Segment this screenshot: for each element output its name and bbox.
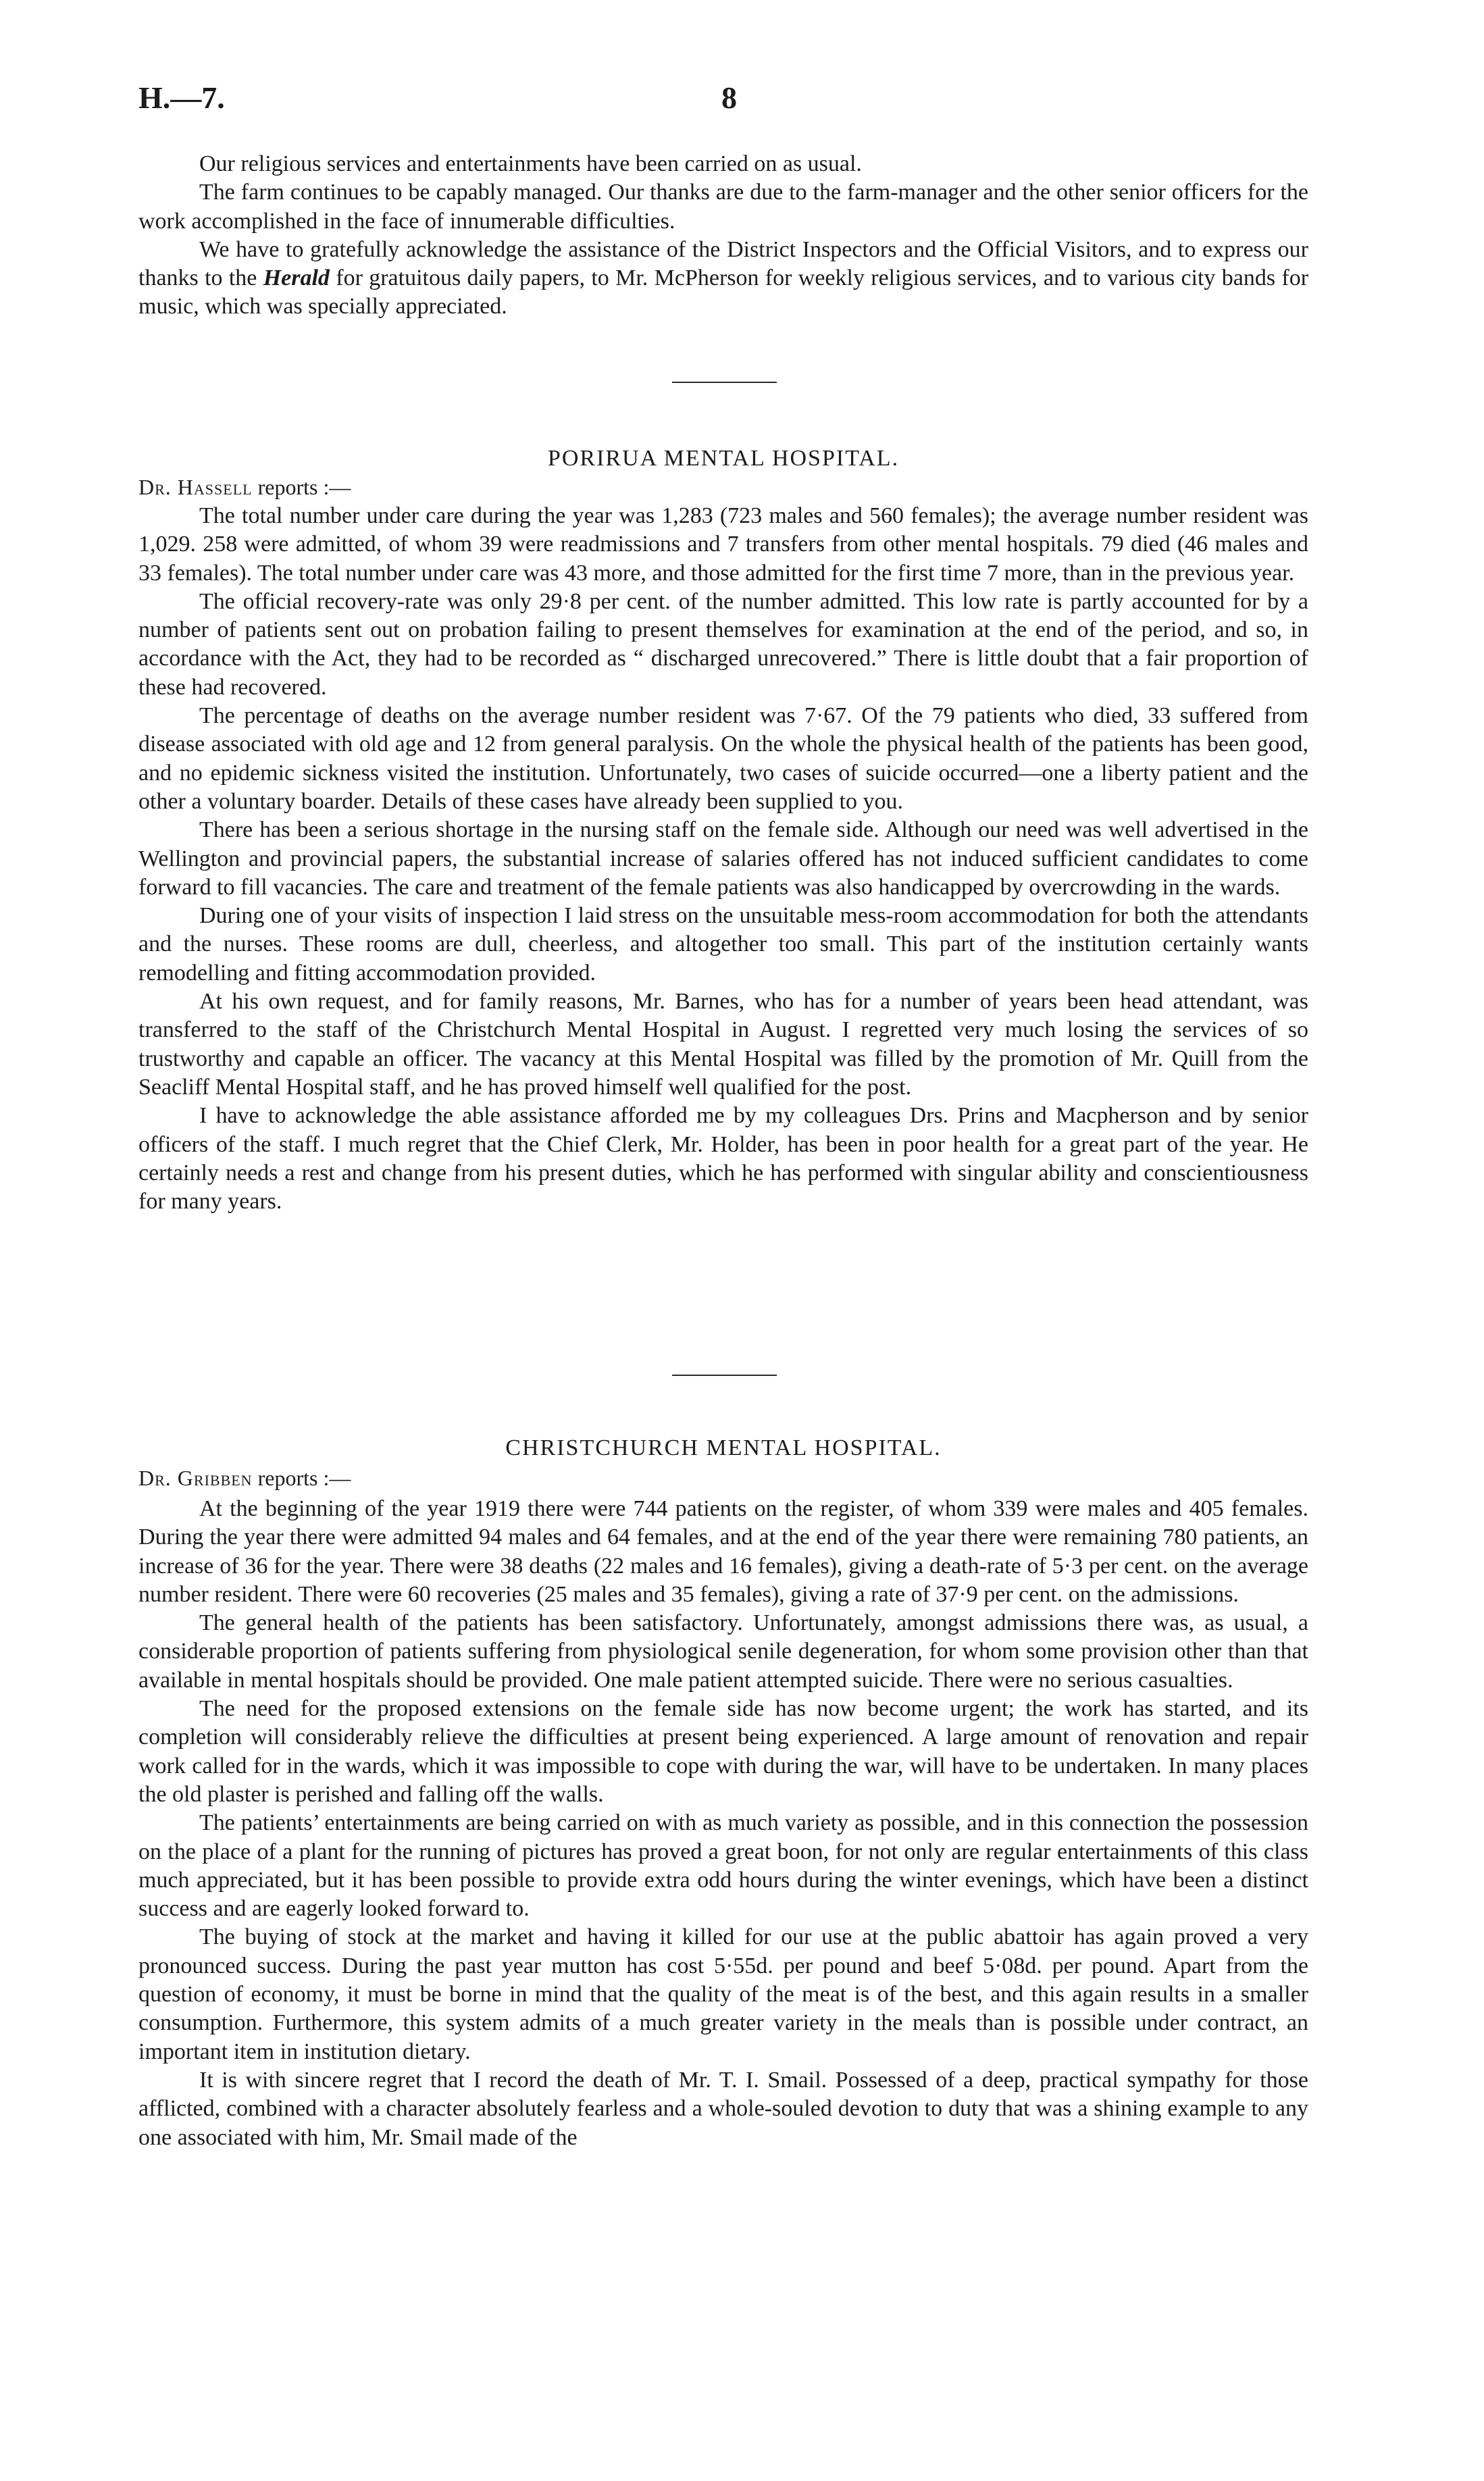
christchurch-paragraph: The general health of the patients has been satisfactory. Unfortunately, amongst admissions there was, as usual, a considerable proportion of patients suffering from physiological senile degeneration, for whom some provision other than that available in mental hospitals should be provided. One male patient attempted suicide. There were no serious casualties.: [138, 1610, 1308, 1693]
intro-paragraph-part: for gratuitous daily papers, to Mr. McPherson for weekly religious services, and to various city bands for music, which was specially appreciated.: [138, 265, 1309, 319]
porirua-paragraph: At his own request, and for family reasons, Mr. Barnes, who has for a number of years been head attendant, was transferred to the staff of the Christchurch Mental Hospital in August. I regretted very much losing the services of so trustworthy and capable an officer. The vacancy at this Mental Hospital was filled by the promotion of Mr. Quill from the Seacliff Mental Hospital staff, and he has proved himself well qualified for the post.: [138, 989, 1308, 1100]
porirua-section-title: PORIRUA MENTAL HOSPITAL.: [547, 446, 900, 471]
porirua-reporter-line: [138, 475, 351, 500]
newspaper-name: Herald: [263, 265, 330, 291]
porirua-reporter: Dr. Hassell: [138, 475, 253, 499]
porirua-paragraph: The total number under care during the year was 1,283 (723 males and 560 females); the average number resident was 1,029. 258 were admitted, of whom 39 were readmissions and 7 transfers from other mental hospitals. 79 died (46 males and 33 females). The total number under care was 43 more, and those admitted for the first time 7 more, than in the previous year.: [138, 503, 1308, 586]
intro-paragraph: Our religious services and entertainments have been carried on as usual.: [199, 151, 862, 176]
intro-paragraph: [138, 236, 1308, 322]
christchurch-paragraph: The need for the proposed extensions on the female side has now become urgent; the work has started, and its completion will considerably relieve the difficulties at present being experienced. A large amount of renovation and repair work called for in the wards, which it was impossible to cope with during the war, will have to be undertaken. In many places the old plaster is perished and falling off the walls.: [138, 1696, 1308, 1807]
report-reference: H.—7.: [138, 80, 225, 115]
christchurch-reporter: Dr. Gribben: [138, 1466, 253, 1490]
christchurch-reporter-line: [138, 1466, 351, 1491]
porirua-body: [138, 502, 1308, 1216]
christchurch-paragraph: The buying of stock at the market and having it killed for our use at the public abattoir has again proved a very pronounced success. During the past year mutton has cost 5·55d. per pound and beef 5·08d. per pound. Apart from the question of economy, it must be borne in mind that the quality of the meat is of the best, and this again results in a smaller consumption. Furthermore, this system admits of a much greater variety in the meals than is possible under contract, an important item in institution dietary.: [138, 1924, 1308, 2064]
porirua-paragraph: The percentage of deaths on the average number resident was 7·67. Of the 79 patients who died, 33 suffered from disease associated with old age and 12 from general paralysis. On the whole the physical health of the patients has been good, and no epidemic sickness visited the institution. Unfortunately, two cases of suicide occurred—one a liberty patient and the other a voluntary boarder. Details of these cases have already been supplied to you.: [138, 703, 1308, 814]
intro-paragraph: The farm continues to be capably managed. Our thanks are due to the farm-manager and the other senior officers for the work accomplished in the face of innumerable difficulties.: [138, 180, 1308, 234]
porirua-reports-label: reports :—: [257, 475, 351, 499]
porirua-paragraph: The official recovery-rate was only 29·8 per cent. of the number admitted. This low rate is partly accounted for by a number of patients sent out on probation failing to present themselves for examination at the end of the period, and so, in accordance with the Act, they had to be recorded as “ discharged unrecovered.” There is little doubt that a fair proportion of these had recovered.: [138, 588, 1308, 700]
section-divider: [672, 1375, 777, 1376]
christchurch-section-title: CHRISTCHURCH MENTAL HOSPITAL.: [505, 1435, 942, 1460]
porirua-paragraph: There has been a serious shortage in the nursing staff on the female side. Although our need was well advertised in the Wellington and provincial papers, the substantial increase of salaries offered has not induced sufficient candidates to come forward to fill vacancies. The care and treatment of the female patients was also handicapped by overcrowding in the wards.: [138, 817, 1308, 900]
section-divider: [672, 382, 777, 383]
christchurch-paragraph: At the beginning of the year 1919 there were 744 patients on the register, of whom 339 were males and 405 females. During the year there were admitted 94 males and 64 females, and at the end of the year there were remaining 780 patients, an increase of 36 for the year. There were 38 deaths (22 males and 16 females), giving a death-rate of 5·3 per cent. on the average number resident. There were 60 recoveries (25 males and 35 females), giving a rate of 37·9 per cent. on the admissions.: [138, 1496, 1308, 1607]
intro-paragraph-part: We have to gratefully acknowledge the assistance of the District Inspectors and the Official Visitors, and to express our thanks to the: [138, 236, 1308, 291]
porirua-paragraph: During one of your visits of inspection I laid stress on the unsuitable mess-room accommodation for both the attendants and the nurses. These rooms are dull, cheerless, and altogether too small. This part of the institution certainly wants remodelling and fitting accommodation provided.: [138, 903, 1308, 986]
intro-section: [138, 150, 1308, 322]
porirua-paragraph: I have to acknowledge the able assistance afforded me by my colleagues Drs. Prins and Macpherson and by senior officers of the staff. I much regret that the Chief Clerk, Mr. Holder, has been in poor health for a great part of the year. He certainly needs a rest and change from his present duties, which he has performed with singular ability and conscientiousness for many years.: [138, 1103, 1308, 1214]
christchurch-paragraph: It is with sincere regret that I record the death of Mr. T. I. Smail. Possessed of a deep, practical sympathy for those afflicted, combined with a character absolutely fearless and a whole-souled devotion to duty that was a shining example to any one associated with him, Mr. Smail made of the: [138, 2067, 1308, 2150]
christchurch-reports-label: reports :—: [257, 1466, 351, 1490]
christchurch-body: [138, 1495, 1308, 2152]
page-number: 8: [721, 80, 737, 115]
christchurch-paragraph: The patients’ entertainments are being carried on with as much variety as possible, and in this connection the possession on the place of a plant for the running of pictures has proved a great boon, for not only are regular entertainments of this class much appreciated, but it has been possible to provide extra odd hours during the winter evenings, which have been a distinct success and are eagerly looked forward to.: [138, 1810, 1308, 1922]
